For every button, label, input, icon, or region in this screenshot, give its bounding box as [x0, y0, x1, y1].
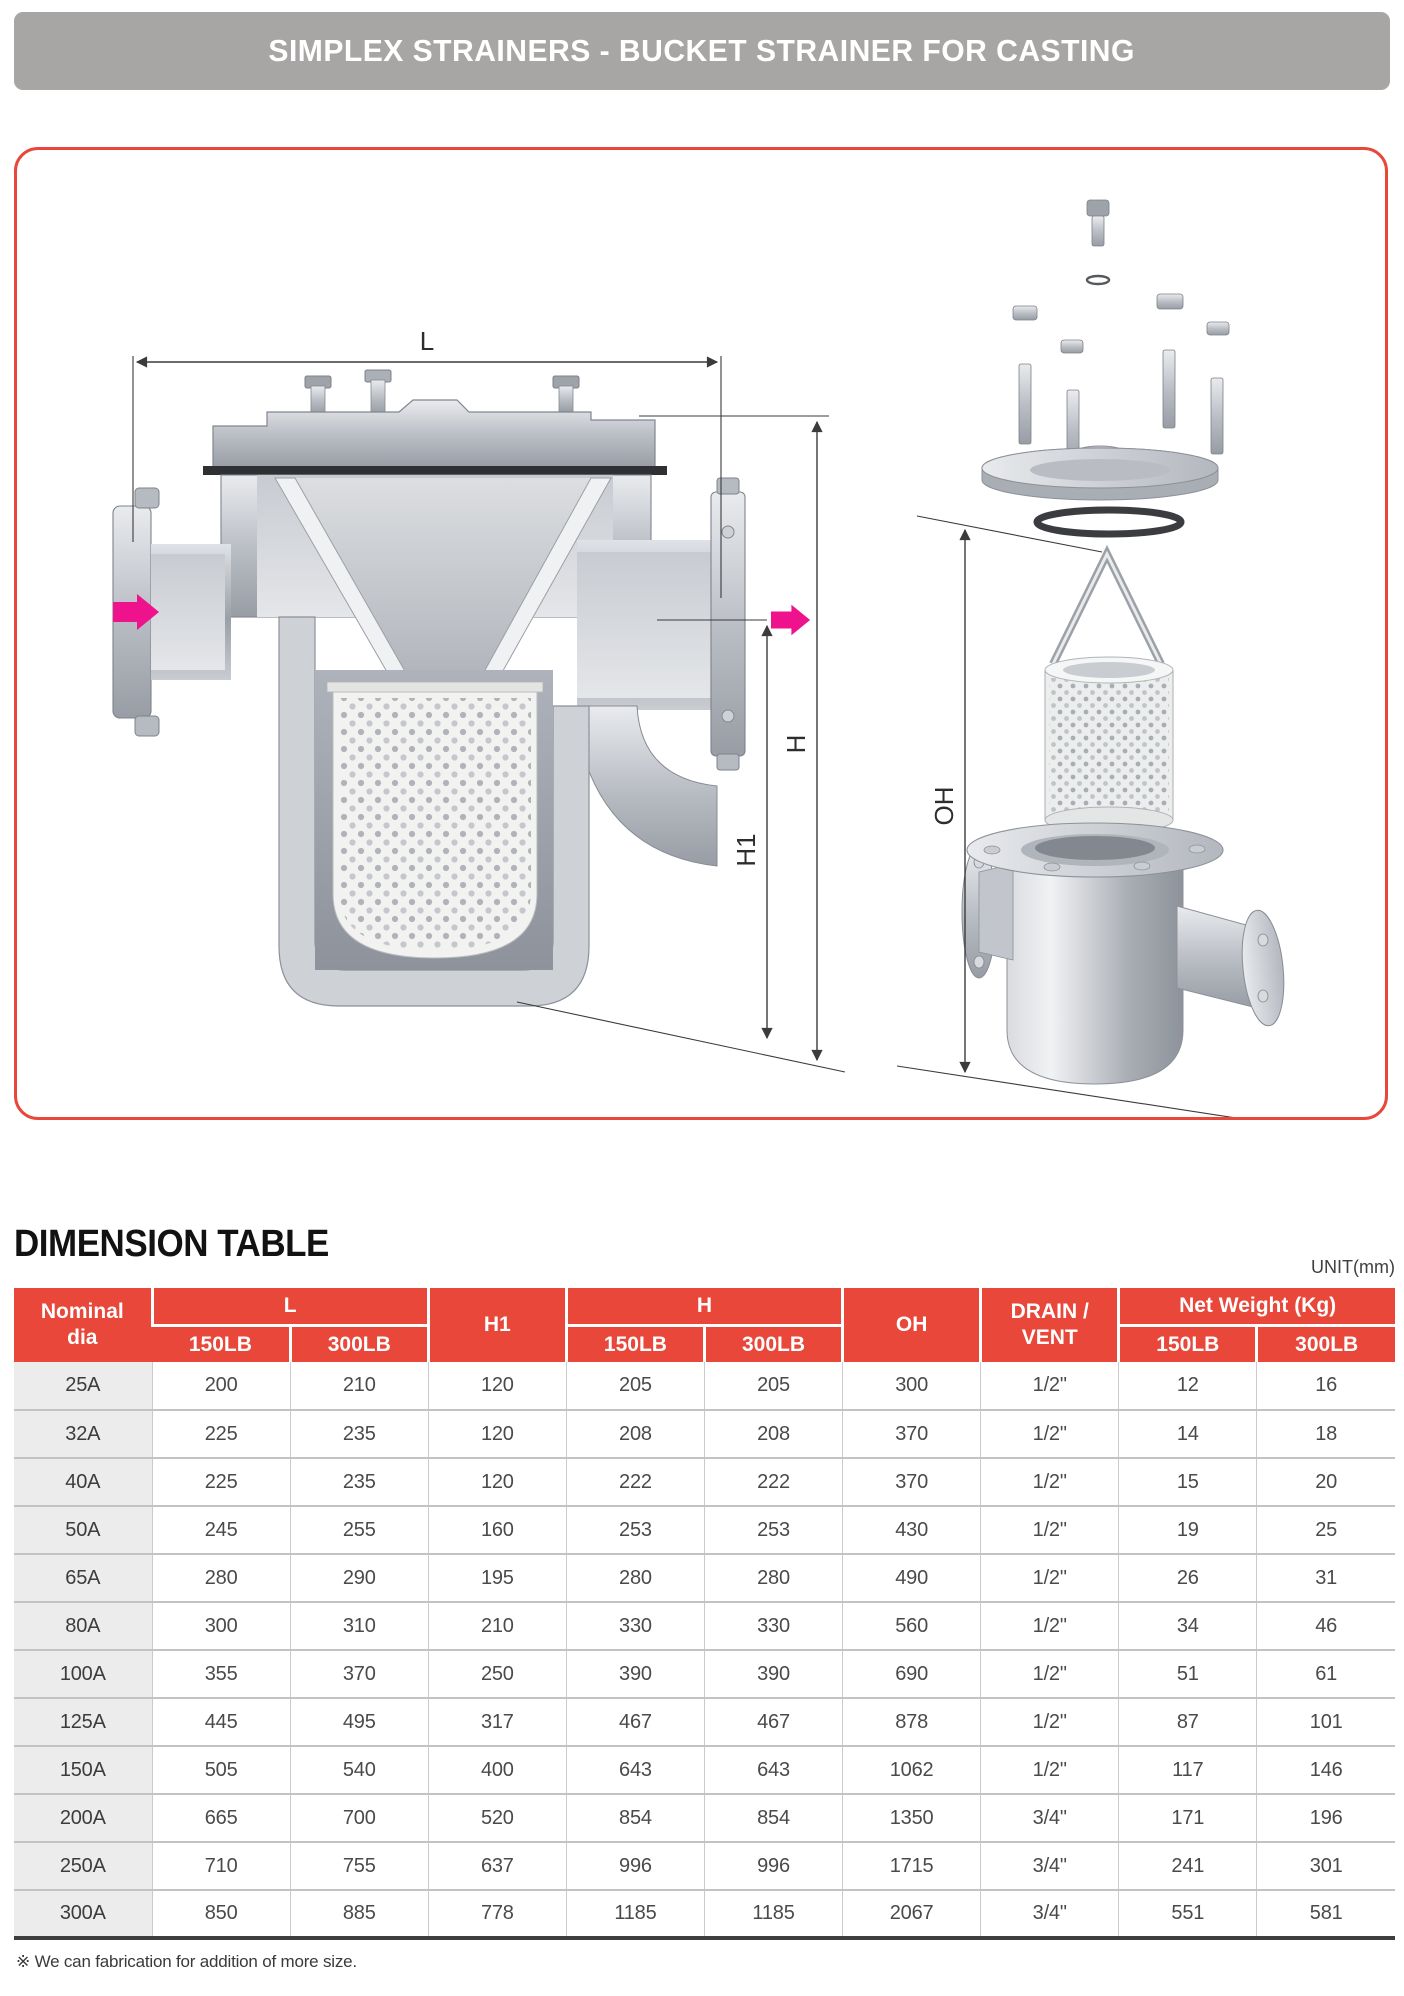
- col-nominal-line1: Nominal: [40, 1299, 124, 1323]
- value-cell: 850: [152, 1890, 290, 1938]
- value-cell: 665: [152, 1794, 290, 1842]
- value-cell: 1/2": [981, 1746, 1119, 1794]
- value-cell: 12: [1119, 1362, 1257, 1410]
- table-row: [14, 1362, 1395, 1410]
- table-row: [14, 1458, 1395, 1506]
- size-cell: 100A: [14, 1650, 152, 1698]
- value-cell: 878: [843, 1698, 981, 1746]
- value-cell: 520: [428, 1794, 566, 1842]
- value-cell: 208: [704, 1410, 842, 1458]
- size-cell: 25A: [14, 1362, 152, 1410]
- value-cell: 370: [843, 1410, 981, 1458]
- value-cell: 643: [704, 1746, 842, 1794]
- col-h: H: [566, 1288, 842, 1325]
- col-nw-300lb: 300LB: [1257, 1325, 1395, 1362]
- exploded-cover-plate: [982, 446, 1218, 500]
- value-cell: 160: [428, 1506, 566, 1554]
- value-cell: 146: [1257, 1746, 1395, 1794]
- unit-label: UNIT(mm): [1311, 1257, 1395, 1277]
- value-cell: 400: [428, 1746, 566, 1794]
- col-nominal-line2: dia: [67, 1326, 98, 1349]
- value-cell: 560: [843, 1602, 981, 1650]
- value-cell: 255: [290, 1506, 428, 1554]
- value-cell: 390: [704, 1650, 842, 1698]
- value-cell: 222: [566, 1458, 704, 1506]
- fastener-set: [1013, 200, 1229, 468]
- dim-label-l: L: [419, 326, 435, 356]
- page-title: SIMPLEX STRAINERS - BUCKET STRAINER FOR CASTING: [268, 33, 1136, 68]
- value-cell: 1715: [843, 1842, 981, 1890]
- value-cell: 253: [566, 1506, 704, 1554]
- col-net-weight: Net Weight (Kg): [1119, 1288, 1395, 1325]
- value-cell: 581: [1257, 1890, 1395, 1938]
- section-heading-row: [14, 1198, 1395, 1280]
- value-cell: 26: [1119, 1554, 1257, 1602]
- size-cell: 50A: [14, 1506, 152, 1554]
- value-cell: 540: [290, 1746, 428, 1794]
- value-cell: 778: [428, 1890, 566, 1938]
- value-cell: 1/2": [981, 1458, 1119, 1506]
- value-cell: 1/2": [981, 1506, 1119, 1554]
- value-cell: 551: [1119, 1890, 1257, 1938]
- table-row: [14, 1650, 1395, 1698]
- value-cell: 301: [1257, 1842, 1395, 1890]
- dim-label-h1: H1: [731, 833, 761, 867]
- value-cell: 87: [1119, 1698, 1257, 1746]
- value-cell: 245: [152, 1506, 290, 1554]
- value-cell: 280: [566, 1554, 704, 1602]
- value-cell: 205: [704, 1362, 842, 1410]
- table-row: [14, 1890, 1395, 1938]
- value-cell: 317: [428, 1698, 566, 1746]
- page-header-banner: [14, 12, 1390, 90]
- value-cell: 996: [566, 1842, 704, 1890]
- value-cell: 505: [152, 1746, 290, 1794]
- col-nominal-dia: [14, 1288, 152, 1362]
- value-cell: 253: [704, 1506, 842, 1554]
- table-row: [14, 1842, 1395, 1890]
- value-cell: 1/2": [981, 1650, 1119, 1698]
- col-drain-line2: VENT: [1021, 1326, 1078, 1349]
- size-cell: 125A: [14, 1698, 152, 1746]
- value-cell: 15: [1119, 1458, 1257, 1506]
- value-cell: 205: [566, 1362, 704, 1410]
- section-title: DIMENSION TABLE: [14, 1223, 329, 1265]
- value-cell: 1/2": [981, 1602, 1119, 1650]
- value-cell: 700: [290, 1794, 428, 1842]
- col-l-300lb: 300LB: [290, 1325, 428, 1362]
- value-cell: 34: [1119, 1602, 1257, 1650]
- value-cell: 290: [290, 1554, 428, 1602]
- value-cell: 3/4": [981, 1890, 1119, 1938]
- table-row: [14, 1410, 1395, 1458]
- o-ring-gasket: [1037, 510, 1181, 534]
- value-cell: 171: [1119, 1794, 1257, 1842]
- value-cell: 300: [152, 1602, 290, 1650]
- col-nw-150lb: 150LB: [1119, 1325, 1257, 1362]
- value-cell: 495: [290, 1698, 428, 1746]
- value-cell: 445: [152, 1698, 290, 1746]
- value-cell: 1/2": [981, 1362, 1119, 1410]
- value-cell: 854: [566, 1794, 704, 1842]
- value-cell: 25: [1257, 1506, 1395, 1554]
- value-cell: 222: [704, 1458, 842, 1506]
- value-cell: 14: [1119, 1410, 1257, 1458]
- dimension-table-body: [14, 1362, 1395, 1938]
- value-cell: 250: [428, 1650, 566, 1698]
- value-cell: 1/2": [981, 1554, 1119, 1602]
- value-cell: 885: [290, 1890, 428, 1938]
- dim-label-oh: OH: [929, 786, 959, 826]
- size-cell: 32A: [14, 1410, 152, 1458]
- col-h-150lb: 150LB: [566, 1325, 704, 1362]
- value-cell: 490: [843, 1554, 981, 1602]
- cover-gasket: [203, 466, 667, 475]
- size-cell: 80A: [14, 1602, 152, 1650]
- value-cell: 210: [290, 1362, 428, 1410]
- col-h-300lb: 300LB: [704, 1325, 842, 1362]
- strainer-diagram: [17, 150, 1385, 1117]
- table-header: [14, 1288, 1395, 1362]
- value-cell: 46: [1257, 1602, 1395, 1650]
- value-cell: 120: [428, 1362, 566, 1410]
- size-cell: 65A: [14, 1554, 152, 1602]
- value-cell: 2067: [843, 1890, 981, 1938]
- col-h1: H1: [428, 1288, 566, 1362]
- cover-plate: [213, 400, 655, 468]
- value-cell: 300: [843, 1362, 981, 1410]
- value-cell: 210: [428, 1602, 566, 1650]
- value-cell: 1185: [704, 1890, 842, 1938]
- value-cell: 710: [152, 1842, 290, 1890]
- value-cell: 241: [1119, 1842, 1257, 1890]
- value-cell: 690: [843, 1650, 981, 1698]
- value-cell: 235: [290, 1410, 428, 1458]
- value-cell: 200: [152, 1362, 290, 1410]
- cross-section-illustration: [113, 326, 845, 1072]
- size-cell: 150A: [14, 1746, 152, 1794]
- value-cell: 1/2": [981, 1410, 1119, 1458]
- col-l: L: [152, 1288, 428, 1325]
- value-cell: 370: [290, 1650, 428, 1698]
- footnote: ※ We can fabrication for addition of more size.: [16, 1952, 357, 1971]
- value-cell: 330: [566, 1602, 704, 1650]
- value-cell: 117: [1119, 1746, 1257, 1794]
- value-cell: 19: [1119, 1506, 1257, 1554]
- value-cell: 1/2": [981, 1698, 1119, 1746]
- value-cell: 854: [704, 1794, 842, 1842]
- table-row: [14, 1794, 1395, 1842]
- exploded-body: [962, 823, 1289, 1084]
- value-cell: 120: [428, 1410, 566, 1458]
- value-cell: 755: [290, 1842, 428, 1890]
- value-cell: 1350: [843, 1794, 981, 1842]
- value-cell: 235: [290, 1458, 428, 1506]
- value-cell: 51: [1119, 1650, 1257, 1698]
- value-cell: 225: [152, 1458, 290, 1506]
- value-cell: 20: [1257, 1458, 1395, 1506]
- value-cell: 1062: [843, 1746, 981, 1794]
- value-cell: 31: [1257, 1554, 1395, 1602]
- size-cell: 200A: [14, 1794, 152, 1842]
- value-cell: 3/4": [981, 1842, 1119, 1890]
- value-cell: 280: [704, 1554, 842, 1602]
- diagram-panel: [14, 147, 1388, 1120]
- col-drain-line1: DRAIN /: [1010, 1299, 1089, 1323]
- col-drain-vent: [981, 1288, 1119, 1362]
- flow-outlet-arrow: [771, 605, 810, 636]
- value-cell: 355: [152, 1650, 290, 1698]
- value-cell: 310: [290, 1602, 428, 1650]
- size-cell: 40A: [14, 1458, 152, 1506]
- value-cell: 208: [566, 1410, 704, 1458]
- col-l-150lb: 150LB: [152, 1325, 290, 1362]
- value-cell: 390: [566, 1650, 704, 1698]
- strainer-basket: [327, 682, 543, 958]
- table-row: [14, 1602, 1395, 1650]
- value-cell: 120: [428, 1458, 566, 1506]
- value-cell: 3/4": [981, 1794, 1119, 1842]
- dim-label-h: H: [781, 734, 811, 754]
- size-cell: 300A: [14, 1890, 152, 1938]
- exploded-basket: [1045, 554, 1173, 833]
- value-cell: 637: [428, 1842, 566, 1890]
- value-cell: 16: [1257, 1362, 1395, 1410]
- table-row: [14, 1554, 1395, 1602]
- value-cell: 467: [704, 1698, 842, 1746]
- table-row: [14, 1698, 1395, 1746]
- value-cell: 101: [1257, 1698, 1395, 1746]
- value-cell: 280: [152, 1554, 290, 1602]
- size-cell: 250A: [14, 1842, 152, 1890]
- value-cell: 195: [428, 1554, 566, 1602]
- table-row: [14, 1506, 1395, 1554]
- value-cell: 996: [704, 1842, 842, 1890]
- value-cell: 643: [566, 1746, 704, 1794]
- table-row: [14, 1746, 1395, 1794]
- value-cell: 18: [1257, 1410, 1395, 1458]
- value-cell: 196: [1257, 1794, 1395, 1842]
- value-cell: 61: [1257, 1650, 1395, 1698]
- value-cell: 330: [704, 1602, 842, 1650]
- value-cell: 1185: [566, 1890, 704, 1938]
- dimension-table: [14, 1288, 1395, 1940]
- value-cell: 225: [152, 1410, 290, 1458]
- value-cell: 467: [566, 1698, 704, 1746]
- value-cell: 430: [843, 1506, 981, 1554]
- value-cell: 370: [843, 1458, 981, 1506]
- col-oh: OH: [843, 1288, 981, 1362]
- exploded-view-illustration: [897, 200, 1289, 1117]
